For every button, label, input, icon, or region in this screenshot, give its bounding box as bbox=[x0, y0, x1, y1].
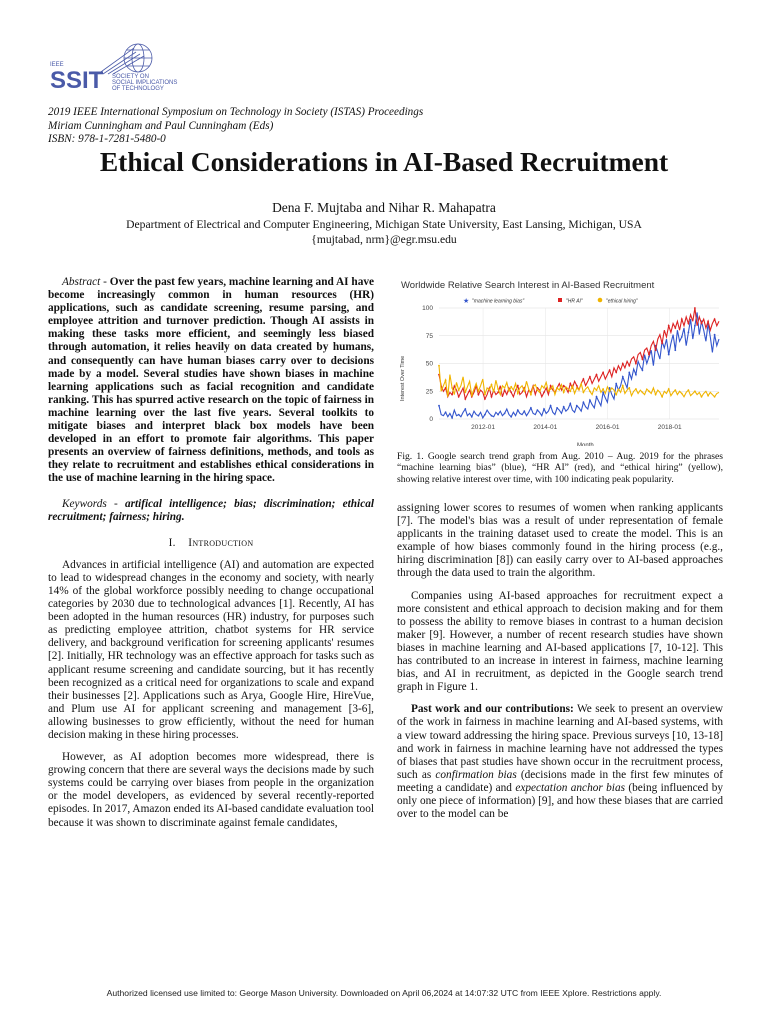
series-point bbox=[635, 374, 637, 376]
series-point bbox=[668, 325, 670, 327]
series-point bbox=[530, 394, 532, 396]
series-point bbox=[583, 378, 585, 380]
y-axis-label: Interest Over Time bbox=[400, 355, 406, 401]
contributions-lead: Past work and our contributions: bbox=[411, 703, 574, 716]
series-point bbox=[517, 409, 519, 411]
series-point bbox=[694, 325, 696, 327]
series-point bbox=[661, 396, 663, 398]
series-point bbox=[701, 323, 703, 325]
series-point bbox=[556, 387, 558, 389]
proceedings-header bbox=[48, 106, 423, 147]
series-point bbox=[550, 405, 552, 407]
series-point bbox=[622, 376, 624, 378]
series-point bbox=[635, 388, 637, 390]
x-tick-label: 2018-01 bbox=[657, 424, 682, 431]
series-point bbox=[438, 405, 440, 407]
series-point bbox=[497, 414, 499, 416]
series-point bbox=[543, 392, 545, 394]
series-point bbox=[707, 320, 709, 322]
series-point bbox=[674, 327, 676, 329]
series-point bbox=[543, 408, 545, 410]
chart-legend bbox=[463, 297, 638, 305]
series-point bbox=[563, 385, 565, 387]
series-point bbox=[668, 354, 670, 356]
x-tick-label: 2016-01 bbox=[595, 424, 620, 431]
series-point bbox=[655, 349, 657, 351]
intro-paragraph-2: However, as AI adoption becomes more widespread, there is growing concern that there are several ways the decisions made by such systems could be carrying over biases from people in the organization or the model developers, as evidenced by several recently-reported episodes. In 2017, Amazon ended its AI-based candidate evaluation tool because it was shown to discriminate against female candidates, bbox=[48, 751, 374, 829]
series-point bbox=[628, 372, 630, 374]
right-paragraph-2: Companies using AI-based approaches for recruitment expect a more consistent and ethical approach to decision making and for them to possess the ability to remove biases in contrast to a human decision maker [9]. However, a number of recent research studies have shown biases in machine learning and AI-based applications [7, 10-12]. This has contributed to an increase in interest in fairness, machine learning bias, and AI in recruitment, as depicted in the Google search trend graph in Figure 1. bbox=[397, 589, 723, 694]
series-point bbox=[615, 394, 617, 396]
affiliation-block bbox=[0, 218, 768, 247]
series-point bbox=[445, 411, 447, 413]
series-point bbox=[478, 394, 480, 396]
series-point bbox=[491, 396, 493, 398]
series-point bbox=[674, 349, 676, 351]
series-point bbox=[458, 389, 460, 391]
y-axis-ticks bbox=[422, 305, 433, 423]
series-point bbox=[537, 389, 539, 391]
legend-marker bbox=[598, 298, 603, 303]
series-point bbox=[628, 387, 630, 389]
series-point bbox=[517, 385, 519, 387]
series-point bbox=[471, 395, 473, 397]
series-point bbox=[464, 398, 466, 400]
editors-line: Miriam Cunningham and Paul Cunningham (Eds) bbox=[48, 119, 274, 132]
figure-caption: Fig. 1. Google search trend graph from Aug. 2010 – Aug. 2019 for the phrases “machine learning bias” (blue), “HR AI” (red), and “ethical hiring” (yellow), showing relative interest over time, with 100 indicating peak popularity. bbox=[397, 451, 723, 485]
legend-label: "ethical hiring" bbox=[606, 298, 638, 305]
series-point bbox=[628, 365, 630, 367]
series-point bbox=[589, 390, 591, 392]
series-point bbox=[622, 385, 624, 387]
series-point bbox=[642, 358, 644, 360]
series-point bbox=[563, 406, 565, 408]
keywords-label: Keywords - bbox=[62, 497, 118, 510]
y-tick-label: 100 bbox=[422, 305, 433, 312]
series-point bbox=[484, 394, 486, 396]
y-tick-label: 25 bbox=[425, 388, 433, 396]
section-title: Introduction bbox=[188, 536, 254, 549]
series-point bbox=[635, 363, 637, 365]
left-column bbox=[48, 276, 374, 830]
series-point bbox=[550, 385, 552, 387]
proceedings-line: 2019 IEEE International Symposium on Technology in Society (ISTAS) Proceedings bbox=[48, 106, 424, 118]
series-point bbox=[491, 415, 493, 417]
ssit-logo bbox=[48, 40, 198, 112]
emails: {mujtabad, nrm}@egr.msu.edu bbox=[311, 232, 457, 246]
series-point bbox=[537, 409, 539, 411]
series-point bbox=[576, 385, 578, 387]
series-point bbox=[563, 392, 565, 394]
series-point bbox=[510, 386, 512, 388]
series-point bbox=[694, 390, 696, 392]
series-point bbox=[556, 407, 558, 409]
series-point bbox=[550, 388, 552, 390]
series-line-2 bbox=[439, 366, 719, 397]
series-point bbox=[681, 318, 683, 320]
series-point bbox=[609, 390, 611, 392]
series-point bbox=[602, 372, 604, 374]
series-point bbox=[701, 396, 703, 398]
series-point bbox=[523, 410, 525, 412]
series-point bbox=[648, 390, 650, 392]
series-point bbox=[609, 369, 611, 371]
y-tick-label: 75 bbox=[425, 332, 433, 340]
confirmation-bias-term: confirmation bias bbox=[435, 768, 517, 781]
section-number: I. bbox=[168, 536, 176, 549]
series-point bbox=[464, 392, 466, 394]
right-paragraph-3 bbox=[397, 703, 723, 821]
contributions-text-1: We seek to present an overview of the work in fairness in machine learning and AI-based systems, with a view toward addressing the hiring space. Previous surveys [10, 13-18] and work in fairness in machine learning have not addressed the types of biases that past studies have shown occur in the recruitment process, such as bbox=[397, 703, 723, 781]
series-point bbox=[688, 323, 690, 325]
series-point bbox=[589, 399, 591, 401]
series-point bbox=[714, 334, 716, 336]
series-point bbox=[543, 387, 545, 389]
series-point bbox=[642, 369, 644, 371]
license-footer: Authorized licensed use limited to: George Mason University. Downloaded on April 06,2024 at 14:07:32 UTC from IEEE Xplore. Restrictions apply. bbox=[106, 988, 662, 998]
series-point bbox=[458, 396, 460, 398]
trend-chart bbox=[397, 276, 722, 446]
series-point bbox=[569, 383, 571, 385]
logo-main-text: SSIT bbox=[50, 67, 104, 94]
paper-title: Ethical Considerations in AI-Based Recruitment bbox=[99, 146, 669, 177]
series-point bbox=[648, 354, 650, 356]
series-point bbox=[451, 387, 453, 389]
series-point bbox=[622, 363, 624, 365]
series-point bbox=[661, 343, 663, 345]
series-point bbox=[655, 394, 657, 396]
series-point bbox=[615, 383, 617, 385]
contributions-text-2: (decisions made in the first few minutes of meeting a candidate) and bbox=[397, 768, 723, 794]
authors: Dena F. Mujtaba and Nihar R. Mahapatra bbox=[272, 200, 496, 215]
chart-title: Worldwide Relative Search Interest in AI-Based Recruitment bbox=[401, 280, 655, 291]
intro-paragraph-1: Advances in artificial intelligence (AI) and automation are expected to lead to widespread changes in the economy and society, with nearly 14% of the global workforce possibly needing to change occupational categories by 2030 due to technological advances [1]. Recently, AI has been adopted in the human resources (HR) industry, for purposes such as predicting employee attrition, chatbot systems for HR service delivery, and background verification for screening applicants' resumes [2]. Initially, HR technology was an effective approach for tasks such as applicant resume screening and candidate sourcing, but it has recently been recognized as a critical need for organizations to scale and expand their businesses [2]. Applications such as Arya, Google Hire, HireVue, and Plum use AI for applicant screening and management [3-6], allowing businesses to grow efficiently, without the need for human decision making in these hiring processes. bbox=[48, 558, 374, 741]
series-point bbox=[615, 372, 617, 374]
series-point bbox=[445, 379, 447, 381]
series-point bbox=[642, 392, 644, 394]
series-point bbox=[583, 392, 585, 394]
contributions-text-3: (being influenced by only one piece of information) [9], and how these biases that are carried over to the model can be bbox=[397, 781, 723, 821]
series-point bbox=[707, 395, 709, 397]
abstract-label: Abstract - bbox=[62, 276, 107, 288]
series-point bbox=[596, 389, 598, 391]
logo-sub-1: SOCIETY ON bbox=[112, 74, 149, 80]
series-point bbox=[478, 390, 480, 392]
series-point bbox=[589, 376, 591, 378]
series-point bbox=[478, 415, 480, 417]
series-point bbox=[523, 390, 525, 392]
series-point bbox=[569, 403, 571, 405]
logo-ieee-text: IEEE bbox=[50, 62, 64, 68]
series-point bbox=[510, 392, 512, 394]
y-tick-label: 50 bbox=[425, 360, 433, 368]
series-point bbox=[688, 332, 690, 334]
x-axis-label: Month bbox=[577, 443, 594, 446]
series-point bbox=[576, 405, 578, 407]
abstract bbox=[48, 276, 374, 486]
affiliation: Department of Electrical and Computer Engineering, Michigan State University, East Lansing, Michigan, USA bbox=[126, 218, 642, 231]
series-point bbox=[668, 388, 670, 390]
series-point bbox=[458, 414, 460, 416]
series-point bbox=[714, 318, 716, 320]
legend-marker bbox=[558, 298, 562, 302]
series-point bbox=[688, 389, 690, 391]
series-point bbox=[510, 416, 512, 418]
keywords bbox=[48, 498, 374, 524]
series-point bbox=[471, 416, 473, 418]
series-point bbox=[491, 384, 493, 386]
chart-grid bbox=[439, 308, 719, 419]
anchor-bias-term: expectation anchor bias bbox=[515, 781, 625, 794]
series-point bbox=[583, 401, 585, 403]
series-point bbox=[681, 336, 683, 338]
x-tick-label: 2012-01 bbox=[471, 424, 496, 431]
legend-label: "HR AI" bbox=[566, 298, 583, 305]
series-point bbox=[602, 388, 604, 390]
series-point bbox=[451, 394, 453, 396]
series-point bbox=[451, 417, 453, 419]
right-paragraph-1: assigning lower scores to resumes of women when ranking applicants [7]. The model's bias was a result of under representation of female applicants in the training dataset used to create the model. This is an example of how biases commonly found in the hiring process (e.g., hiring discrimination [8]) can easily carry over to AI-based approaches through the data used to train the algorithm. bbox=[397, 502, 723, 580]
abstract-text: Over the past few years, machine learning and AI have become increasingly common in human resources (HR) applications, such as candidate screening, resume parsing, and employee attrition and turnover prediction. Though AI assists in making these tasks more efficient, and seemingly less biased through automation, it relies heavily on data created by humans, and consequently can have human biases carry over to decisions made by a model. Several studies have shown biases in machine learning applications such as facial recognition and candidate ranking. This has spurred active research on the topic of fairness in machine learning over the last five years. Several toolkits to mitigate biases and interpret black box models have been developed in an effort to promote fair algorithms. This paper presents an overview of fairness definitions, methods, and tools as they relate to recruitment and establishes ethical considerations in the use of machine learning in the hiring space. bbox=[48, 276, 374, 485]
series-point bbox=[530, 407, 532, 409]
series-point bbox=[504, 387, 506, 389]
series-point bbox=[596, 396, 598, 398]
section-heading-introduction bbox=[48, 537, 374, 550]
legend-marker: ★ bbox=[463, 298, 470, 305]
series-point bbox=[464, 408, 466, 410]
series-point bbox=[517, 393, 519, 395]
series-point bbox=[569, 390, 571, 392]
legend-label: "machine learning bias" bbox=[472, 298, 525, 305]
y-tick-label: 0 bbox=[429, 416, 433, 423]
series-point bbox=[681, 393, 683, 395]
series-point bbox=[602, 392, 604, 394]
series-point bbox=[504, 413, 506, 415]
series-point bbox=[674, 389, 676, 391]
keywords-text: artifical intelligence; bias; discrimination; ethical recruitment; fairness; hiring. bbox=[48, 497, 375, 523]
series-point bbox=[438, 365, 440, 367]
logo-sub-3: OF TECHNOLOGY bbox=[112, 86, 164, 92]
right-column bbox=[397, 502, 723, 821]
series-point bbox=[694, 307, 696, 309]
series-point bbox=[609, 387, 611, 389]
x-axis-ticks bbox=[471, 424, 682, 431]
series-line-0 bbox=[439, 312, 719, 418]
logo-sub-2: SOCIAL IMPLICATIONS bbox=[112, 80, 178, 86]
series-point bbox=[497, 388, 499, 390]
chart-series bbox=[438, 307, 719, 419]
series-point bbox=[484, 414, 486, 416]
series-point bbox=[484, 398, 486, 400]
series-point bbox=[576, 387, 578, 389]
x-tick-label: 2014-01 bbox=[533, 424, 558, 431]
series-point bbox=[596, 374, 598, 376]
series-point bbox=[714, 396, 716, 398]
series-point bbox=[504, 389, 506, 391]
isbn-line: ISBN: 978-1-7281-5480-0 bbox=[48, 133, 166, 145]
